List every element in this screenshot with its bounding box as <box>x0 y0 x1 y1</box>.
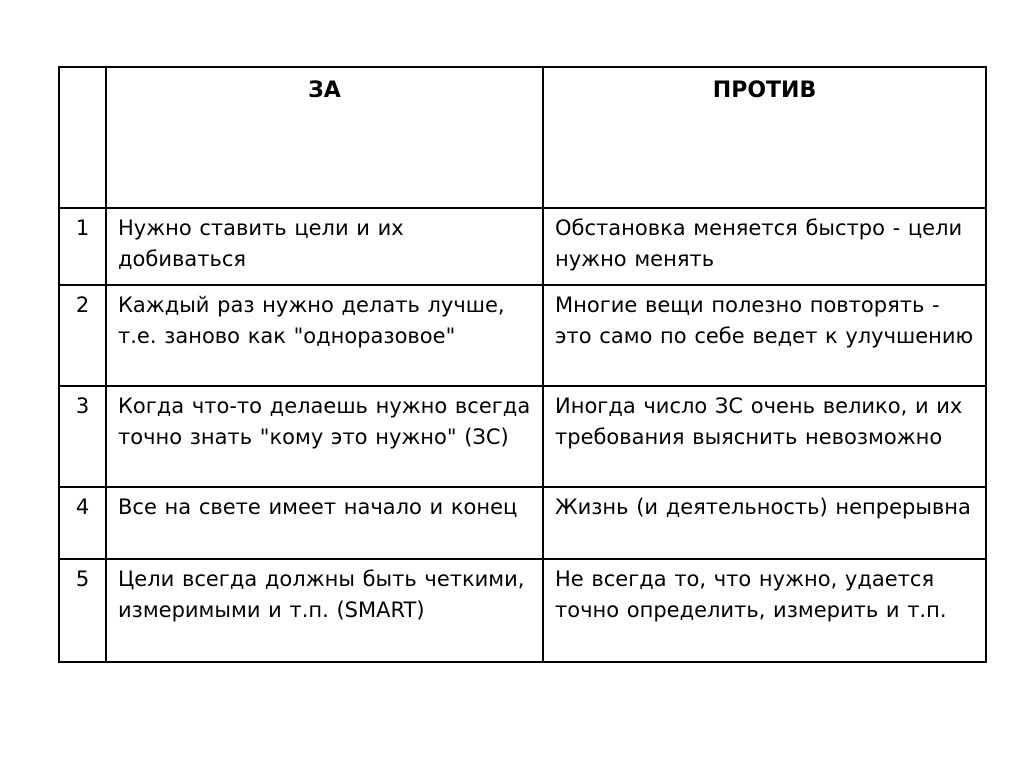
header-con: ПРОТИВ <box>543 67 986 208</box>
row-pro-text: Цели всегда должны быть четкими, измеримыми и т.п. (SMART) <box>106 559 543 662</box>
row-number: 2 <box>59 285 106 386</box>
table-row <box>59 285 986 386</box>
row-con-text: Жизнь (и деятельность) непрерывна <box>543 487 986 559</box>
table-row <box>59 386 986 487</box>
header-pro: ЗА <box>106 67 543 208</box>
table-row <box>59 208 986 285</box>
row-number: 1 <box>59 208 106 285</box>
row-pro-text: Нужно ставить цели и их добиваться <box>106 208 543 285</box>
pros-cons-table <box>58 66 987 663</box>
row-number: 3 <box>59 386 106 487</box>
row-con-text: Не всегда то, что нужно, удается точно определить, измерить и т.п. <box>543 559 986 662</box>
row-pro-text: Когда что-то делаешь нужно всегда точно знать "кому это нужно" (ЗС) <box>106 386 543 487</box>
row-number: 5 <box>59 559 106 662</box>
row-con-text: Многие вещи полезно повторять - это само по себе ведет к улучшению <box>543 285 986 386</box>
row-pro-text: Каждый раз нужно делать лучше, т.е. заново как "одноразовое" <box>106 285 543 386</box>
header-number-cell <box>59 67 106 208</box>
row-number: 4 <box>59 487 106 559</box>
table-row <box>59 487 986 559</box>
table-header-row <box>59 67 986 208</box>
row-con-text: Иногда число ЗС очень велико, и их требования выяснить невозможно <box>543 386 986 487</box>
row-con-text: Обстановка меняется быстро - цели нужно менять <box>543 208 986 285</box>
row-pro-text: Все на свете имеет начало и конец <box>106 487 543 559</box>
table-row <box>59 559 986 662</box>
